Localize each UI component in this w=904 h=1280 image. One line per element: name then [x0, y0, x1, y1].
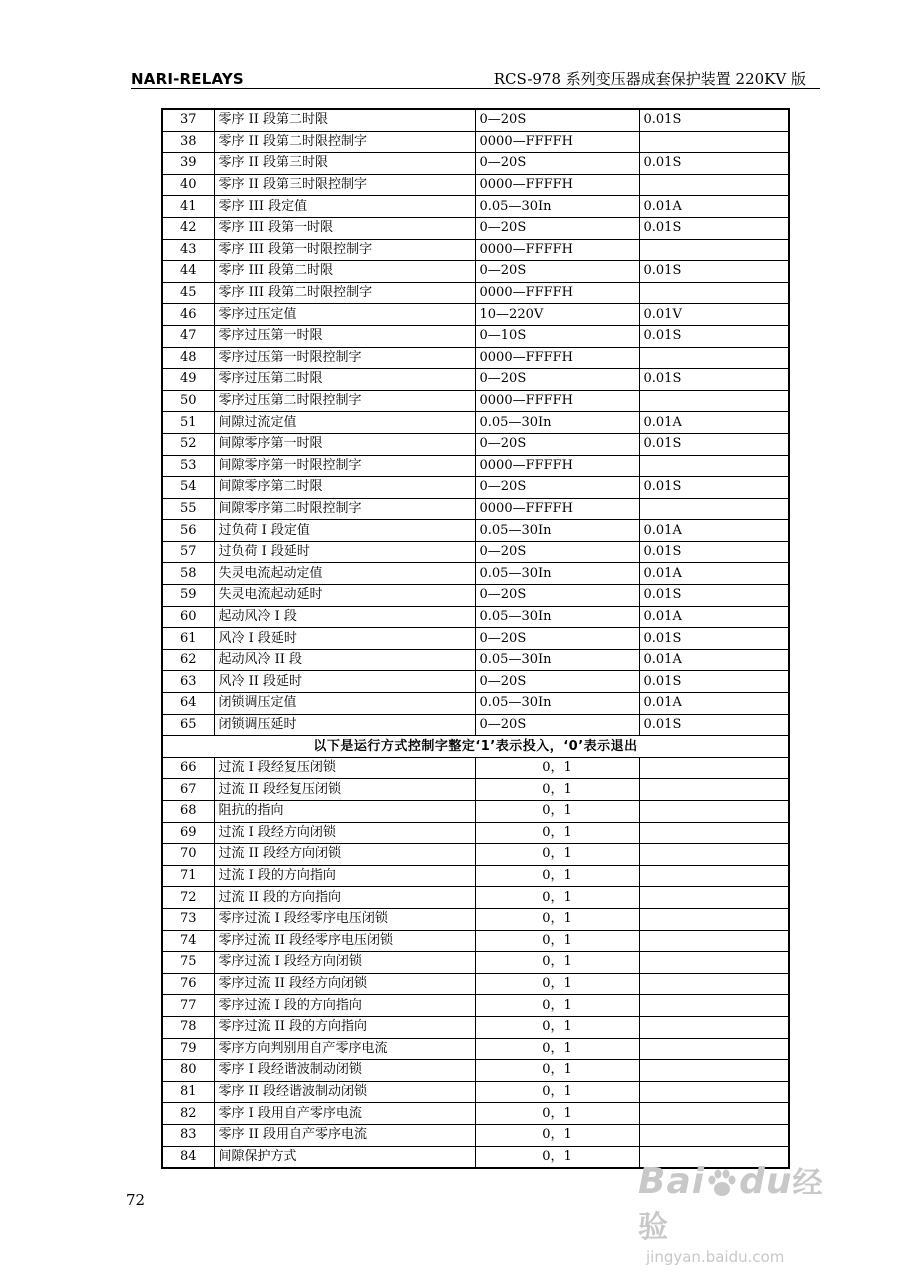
row-number-cell: 54: [162, 477, 214, 499]
setting-step-cell: 0.01A: [639, 606, 789, 628]
setting-step-cell: 0.01A: [639, 196, 789, 218]
setting-step-cell: [639, 1081, 789, 1103]
table-row: [162, 153, 789, 175]
setting-step-cell: [639, 1124, 789, 1146]
setting-name-cell: 零序过压第二时限: [214, 369, 475, 391]
setting-name-cell: 零序 II 段第三时限控制字: [214, 174, 475, 196]
table-row: [162, 520, 789, 542]
setting-name-cell: 过负荷 I 段定值: [214, 520, 475, 542]
table-row: [162, 801, 789, 823]
row-number-cell: 70: [162, 844, 214, 866]
setting-name-cell: 零序过流 I 段经零序电压闭锁: [214, 908, 475, 930]
setting-name-cell: 起动风冷 I 段: [214, 606, 475, 628]
watermark-logo-part-3: 经验: [638, 1166, 824, 1245]
setting-step-cell: 0.01S: [639, 153, 789, 175]
table-row: [162, 1103, 789, 1125]
setting-step-cell: [639, 887, 789, 909]
setting-step-cell: [639, 282, 789, 304]
row-number-cell: 38: [162, 131, 214, 153]
setting-step-cell: [639, 1060, 789, 1082]
row-number-cell: 81: [162, 1081, 214, 1103]
table-row: [162, 649, 789, 671]
row-number-cell: 76: [162, 973, 214, 995]
setting-step-cell: 0.01S: [639, 261, 789, 283]
setting-name-cell: 闭锁调压延时: [214, 714, 475, 736]
watermark-logo: [638, 1158, 838, 1246]
row-number-cell: 47: [162, 325, 214, 347]
table-row: [162, 671, 789, 693]
document-title: RCS-978 系列变压器成套保护装置 220KV 版: [493, 70, 806, 88]
row-number-cell: 44: [162, 261, 214, 283]
setting-range-cell: 0，1: [475, 844, 639, 866]
setting-name-cell: 零序过流 II 段经方向闭锁: [214, 973, 475, 995]
setting-step-cell: [639, 390, 789, 412]
table-row: [162, 261, 789, 283]
table-row: [162, 304, 789, 326]
setting-step-cell: [639, 844, 789, 866]
settings-table: [161, 108, 790, 1169]
row-number-cell: 50: [162, 390, 214, 412]
setting-range-cell: 0—20S: [475, 671, 639, 693]
row-number-cell: 71: [162, 865, 214, 887]
setting-range-cell: 0.05—30In: [475, 196, 639, 218]
table-row: [162, 1038, 789, 1060]
table-row: [162, 865, 789, 887]
setting-name-cell: 过负荷 I 段延时: [214, 541, 475, 563]
setting-name-cell: 阻抗的指向: [214, 801, 475, 823]
header-divider: [131, 88, 820, 89]
table-row: [162, 369, 789, 391]
setting-name-cell: 失灵电流起动延时: [214, 585, 475, 607]
table-row: [162, 995, 789, 1017]
setting-range-cell: 0，1: [475, 865, 639, 887]
setting-range-cell: 0—20S: [475, 153, 639, 175]
setting-range-cell: 0—20S: [475, 628, 639, 650]
table-row: [162, 282, 789, 304]
row-number-cell: 41: [162, 196, 214, 218]
row-number-cell: 43: [162, 239, 214, 261]
setting-range-cell: 0，1: [475, 801, 639, 823]
setting-range-cell: 0000—FFFFH: [475, 390, 639, 412]
row-number-cell: 37: [162, 109, 214, 131]
table-row: [162, 109, 789, 131]
setting-range-cell: 0.05—30In: [475, 563, 639, 585]
row-number-cell: 74: [162, 930, 214, 952]
table-row: [162, 325, 789, 347]
setting-name-cell: 零序过流 I 段的方向指向: [214, 995, 475, 1017]
baidu-watermark: [638, 1158, 838, 1266]
setting-step-cell: 0.01V: [639, 304, 789, 326]
row-number-cell: 40: [162, 174, 214, 196]
table-row: [162, 455, 789, 477]
setting-name-cell: 零序 II 段用自产零序电流: [214, 1124, 475, 1146]
row-number-cell: 62: [162, 649, 214, 671]
setting-range-cell: 0000—FFFFH: [475, 347, 639, 369]
setting-step-cell: [639, 973, 789, 995]
setting-name-cell: 失灵电流起动定值: [214, 563, 475, 585]
row-number-cell: 39: [162, 153, 214, 175]
row-number-cell: 56: [162, 520, 214, 542]
setting-name-cell: 过流 II 段经复压闭锁: [214, 779, 475, 801]
table-row: [162, 433, 789, 455]
row-number-cell: 79: [162, 1038, 214, 1060]
section-header: 以下是运行方式控制字整定‘1’表示投入，‘0’表示退出: [162, 736, 789, 758]
setting-name-cell: 零序 III 段第一时限: [214, 217, 475, 239]
setting-step-cell: 0.01S: [639, 541, 789, 563]
setting-range-cell: 0—10S: [475, 325, 639, 347]
setting-range-cell: 0，1: [475, 1016, 639, 1038]
setting-range-cell: 0，1: [475, 1081, 639, 1103]
setting-name-cell: 间隙零序第一时限控制字: [214, 455, 475, 477]
row-number-cell: 68: [162, 801, 214, 823]
setting-range-cell: 0—20S: [475, 585, 639, 607]
setting-range-cell: 0，1: [475, 1124, 639, 1146]
table-row: [162, 822, 789, 844]
row-number-cell: 53: [162, 455, 214, 477]
setting-range-cell: 0，1: [475, 1060, 639, 1082]
table-row: [162, 628, 789, 650]
watermark-url: jingyan.baidu.com: [646, 1248, 785, 1266]
row-number-cell: 59: [162, 585, 214, 607]
table-row: [162, 1016, 789, 1038]
setting-range-cell: 10—220V: [475, 304, 639, 326]
row-number-cell: 72: [162, 887, 214, 909]
setting-range-cell: 0，1: [475, 822, 639, 844]
setting-step-cell: [639, 131, 789, 153]
setting-name-cell: 间隙零序第一时限: [214, 433, 475, 455]
row-number-cell: 61: [162, 628, 214, 650]
setting-step-cell: [639, 930, 789, 952]
setting-name-cell: 零序方向判别用自产零序电流: [214, 1038, 475, 1060]
table-row: [162, 217, 789, 239]
setting-range-cell: 0—20S: [475, 369, 639, 391]
setting-name-cell: 零序过流 II 段经零序电压闭锁: [214, 930, 475, 952]
setting-range-cell: 0—20S: [475, 217, 639, 239]
setting-range-cell: 0000—FFFFH: [475, 239, 639, 261]
setting-range-cell: 0—20S: [475, 109, 639, 131]
row-number-cell: 77: [162, 995, 214, 1017]
section-header-row: [162, 736, 789, 758]
setting-step-cell: [639, 995, 789, 1017]
setting-name-cell: 间隙过流定值: [214, 412, 475, 434]
setting-name-cell: 起动风冷 II 段: [214, 649, 475, 671]
row-number-cell: 78: [162, 1016, 214, 1038]
row-number-cell: 83: [162, 1124, 214, 1146]
table-row: [162, 585, 789, 607]
row-number-cell: 45: [162, 282, 214, 304]
paw-icon: [705, 1168, 739, 1198]
row-number-cell: 63: [162, 671, 214, 693]
setting-name-cell: 零序 II 段第二时限控制字: [214, 131, 475, 153]
setting-name-cell: 间隙保护方式: [214, 1146, 475, 1168]
row-number-cell: 67: [162, 779, 214, 801]
setting-range-cell: 0—20S: [475, 433, 639, 455]
setting-name-cell: 零序 II 段第三时限: [214, 153, 475, 175]
setting-step-cell: 0.01S: [639, 217, 789, 239]
setting-range-cell: 0.05—30In: [475, 649, 639, 671]
setting-step-cell: 0.01A: [639, 693, 789, 715]
setting-range-cell: 0，1: [475, 779, 639, 801]
setting-step-cell: 0.01S: [639, 109, 789, 131]
table-row: [162, 757, 789, 779]
setting-name-cell: 零序 III 段第二时限控制字: [214, 282, 475, 304]
setting-name-cell: 风冷 I 段延时: [214, 628, 475, 650]
brand-logo-text: NARI-RELAYS: [131, 70, 244, 88]
setting-step-cell: [639, 822, 789, 844]
row-number-cell: 69: [162, 822, 214, 844]
table-row: [162, 1081, 789, 1103]
setting-name-cell: 零序过流 II 段的方向指向: [214, 1016, 475, 1038]
setting-name-cell: 零序 I 段经谐波制动闭锁: [214, 1060, 475, 1082]
table-body-control-words: [162, 757, 789, 1168]
table-row: [162, 779, 789, 801]
setting-name-cell: 零序 III 段第一时限控制字: [214, 239, 475, 261]
setting-step-cell: [639, 1016, 789, 1038]
setting-range-cell: 0000—FFFFH: [475, 282, 639, 304]
table-row: [162, 541, 789, 563]
row-number-cell: 60: [162, 606, 214, 628]
row-number-cell: 64: [162, 693, 214, 715]
setting-step-cell: [639, 801, 789, 823]
setting-name-cell: 零序 III 段第二时限: [214, 261, 475, 283]
setting-name-cell: 零序过压第一时限: [214, 325, 475, 347]
setting-range-cell: 0.05—30In: [475, 606, 639, 628]
setting-name-cell: 过流 I 段经复压闭锁: [214, 757, 475, 779]
row-number-cell: 66: [162, 757, 214, 779]
row-number-cell: 46: [162, 304, 214, 326]
setting-name-cell: 零序过流 I 段经方向闭锁: [214, 952, 475, 974]
row-number-cell: 48: [162, 347, 214, 369]
setting-range-cell: 0.05—30In: [475, 693, 639, 715]
setting-range-cell: 0，1: [475, 930, 639, 952]
table-row: [162, 973, 789, 995]
setting-step-cell: [639, 779, 789, 801]
row-number-cell: 73: [162, 908, 214, 930]
setting-name-cell: 零序过压定值: [214, 304, 475, 326]
watermark-logo-part-1: Bai: [638, 1161, 706, 1202]
setting-range-cell: 0—20S: [475, 541, 639, 563]
table-row: [162, 563, 789, 585]
row-number-cell: 51: [162, 412, 214, 434]
setting-range-cell: 0—20S: [475, 261, 639, 283]
setting-range-cell: 0—20S: [475, 714, 639, 736]
row-number-cell: 55: [162, 498, 214, 520]
table-row: [162, 606, 789, 628]
table-body-settings: [162, 109, 789, 736]
setting-range-cell: 0，1: [475, 1146, 639, 1168]
setting-step-cell: 0.01A: [639, 563, 789, 585]
setting-step-cell: [639, 347, 789, 369]
setting-name-cell: 间隙零序第二时限控制字: [214, 498, 475, 520]
table-row: [162, 1124, 789, 1146]
setting-name-cell: 过流 I 段的方向指向: [214, 865, 475, 887]
setting-step-cell: 0.01A: [639, 412, 789, 434]
setting-range-cell: 0.05—30In: [475, 412, 639, 434]
setting-name-cell: 零序 III 段定值: [214, 196, 475, 218]
setting-range-cell: 0，1: [475, 973, 639, 995]
row-number-cell: 52: [162, 433, 214, 455]
table-row: [162, 844, 789, 866]
table-row: [162, 131, 789, 153]
setting-step-cell: 0.01S: [639, 585, 789, 607]
setting-range-cell: 0000—FFFFH: [475, 498, 639, 520]
table-row: [162, 1060, 789, 1082]
setting-name-cell: 闭锁调压定值: [214, 693, 475, 715]
table-row: [162, 390, 789, 412]
setting-step-cell: [639, 174, 789, 196]
setting-step-cell: 0.01A: [639, 520, 789, 542]
table-row: [162, 498, 789, 520]
row-number-cell: 58: [162, 563, 214, 585]
setting-range-cell: 0，1: [475, 995, 639, 1017]
setting-range-cell: 0，1: [475, 908, 639, 930]
table-row: [162, 930, 789, 952]
row-number-cell: 42: [162, 217, 214, 239]
table-row: [162, 196, 789, 218]
setting-step-cell: 0.01S: [639, 671, 789, 693]
table-row: [162, 952, 789, 974]
setting-range-cell: 0，1: [475, 952, 639, 974]
setting-name-cell: 过流 I 段经方向闭锁: [214, 822, 475, 844]
setting-range-cell: 0000—FFFFH: [475, 174, 639, 196]
setting-range-cell: 0，1: [475, 887, 639, 909]
setting-name-cell: 间隙零序第二时限: [214, 477, 475, 499]
setting-step-cell: [639, 757, 789, 779]
setting-name-cell: 零序 II 段第二时限: [214, 109, 475, 131]
setting-step-cell: 0.01S: [639, 477, 789, 499]
table-row: [162, 239, 789, 261]
setting-range-cell: 0，1: [475, 757, 639, 779]
row-number-cell: 84: [162, 1146, 214, 1168]
setting-step-cell: [639, 1103, 789, 1125]
setting-step-cell: [639, 455, 789, 477]
row-number-cell: 57: [162, 541, 214, 563]
setting-step-cell: [639, 1038, 789, 1060]
table-row: [162, 693, 789, 715]
table-row: [162, 908, 789, 930]
table-row: [162, 347, 789, 369]
row-number-cell: 75: [162, 952, 214, 974]
setting-name-cell: 风冷 II 段延时: [214, 671, 475, 693]
setting-step-cell: 0.01S: [639, 433, 789, 455]
watermark-logo-part-2: du: [739, 1161, 793, 1202]
setting-name-cell: 零序过压第一时限控制字: [214, 347, 475, 369]
setting-step-cell: 0.01S: [639, 714, 789, 736]
setting-step-cell: [639, 865, 789, 887]
setting-name-cell: 零序 II 段经谐波制动闭锁: [214, 1081, 475, 1103]
table-row: [162, 887, 789, 909]
row-number-cell: 49: [162, 369, 214, 391]
setting-name-cell: 过流 II 段的方向指向: [214, 887, 475, 909]
setting-step-cell: [639, 908, 789, 930]
setting-step-cell: [639, 952, 789, 974]
setting-name-cell: 过流 II 段经方向闭锁: [214, 844, 475, 866]
table-row: [162, 477, 789, 499]
row-number-cell: 80: [162, 1060, 214, 1082]
setting-step-cell: 0.01A: [639, 649, 789, 671]
setting-step-cell: 0.01S: [639, 325, 789, 347]
table-row: [162, 412, 789, 434]
setting-range-cell: 0000—FFFFH: [475, 455, 639, 477]
setting-range-cell: 0，1: [475, 1038, 639, 1060]
setting-name-cell: 零序 I 段用自产零序电流: [214, 1103, 475, 1125]
row-number-cell: 65: [162, 714, 214, 736]
setting-name-cell: 零序过压第二时限控制字: [214, 390, 475, 412]
setting-step-cell: 0.01S: [639, 628, 789, 650]
table-row: [162, 174, 789, 196]
page-number: 72: [126, 1191, 146, 1209]
table-row: [162, 714, 789, 736]
setting-range-cell: 0.05—30In: [475, 520, 639, 542]
setting-step-cell: [639, 498, 789, 520]
row-number-cell: 82: [162, 1103, 214, 1125]
setting-step-cell: 0.01S: [639, 369, 789, 391]
setting-range-cell: 0，1: [475, 1103, 639, 1125]
setting-range-cell: 0000—FFFFH: [475, 131, 639, 153]
setting-range-cell: 0—20S: [475, 477, 639, 499]
setting-step-cell: [639, 239, 789, 261]
